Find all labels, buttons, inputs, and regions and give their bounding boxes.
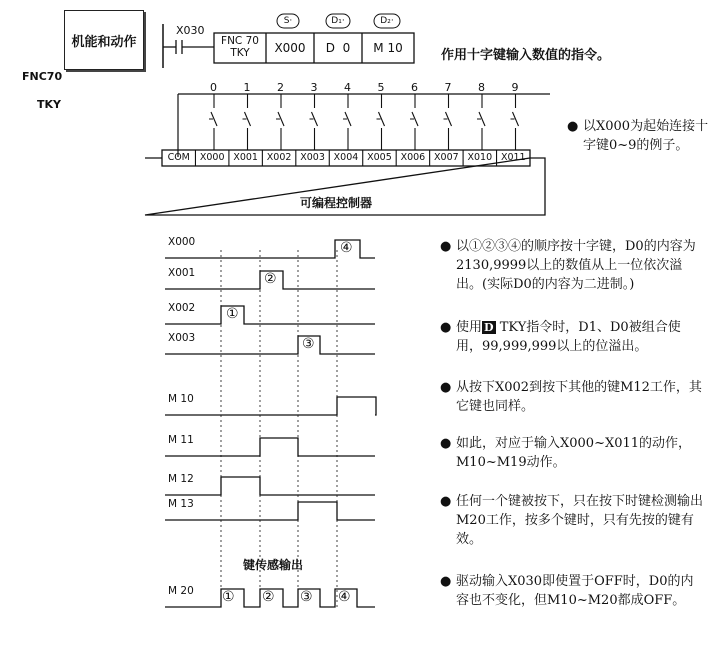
m20-mark: ②: [262, 589, 275, 605]
section-label: 机能和动作: [71, 35, 137, 50]
bullet-dot: ●: [440, 239, 452, 254]
controller-label: 可编程控制器: [300, 196, 373, 210]
m20-mark: ④: [338, 589, 351, 605]
operand-d2: M 10: [373, 41, 403, 55]
order-mark: ④: [340, 240, 353, 256]
note-item: [440, 318, 705, 356]
note-item: [440, 237, 705, 294]
order-mark: ①: [226, 306, 239, 322]
contact-label: X030: [176, 24, 205, 37]
key-digit-1: 1: [243, 81, 251, 94]
key-digit-2: 2: [277, 81, 284, 94]
side-label-fnc: FNC70: [22, 70, 63, 83]
note-text: 从按下X002到按下其他的键M12工作，其它键也同样。: [456, 380, 702, 414]
d-prefix-badge: D: [484, 321, 494, 334]
bullet-dot: ●: [567, 119, 579, 134]
key-digit-9: 9: [511, 81, 519, 94]
key-digit-6: 6: [411, 81, 418, 94]
waveform-m13: [165, 502, 375, 520]
terminal-x001: X001: [233, 152, 258, 163]
terminal-x003: X003: [300, 152, 325, 163]
signal-label-m13: M 13: [168, 498, 194, 510]
tag-s: S·: [283, 16, 293, 26]
key-digit-5: 5: [377, 81, 385, 94]
bullet-dot: ●: [440, 574, 452, 589]
bullet-dot: ●: [440, 494, 452, 509]
order-mark: ②: [264, 271, 277, 287]
note-item: [440, 378, 705, 416]
key-digit-8: 8: [478, 81, 485, 94]
signal-label-m11: M 11: [168, 434, 194, 446]
signal-label-x000: X000: [168, 236, 196, 248]
operand-d1: D 0: [325, 41, 351, 55]
waveform-m11: [165, 438, 375, 456]
terminal-x010: X010: [467, 152, 493, 163]
note-item: [440, 434, 705, 472]
note-text: 使用 D TKY指令时，D1、D0被组合使用，99,999,999以上的位溢出。: [456, 320, 681, 354]
terminal-x006: X006: [400, 152, 426, 163]
terminal-x007: X007: [434, 152, 459, 163]
instruction-mnemonic: TKY: [230, 47, 250, 59]
bullet-dot: ●: [440, 320, 452, 335]
tag-d1: D₁·: [331, 16, 345, 26]
keypad-note-text: 以X000为起始连接十字键0~9的例子。: [583, 119, 709, 153]
waveform-m12: [165, 477, 375, 495]
bullet-dot: ●: [440, 436, 452, 451]
waveform-m10: [165, 397, 376, 415]
side-label-tky: TKY: [37, 98, 61, 111]
operand-s: X000: [274, 41, 306, 55]
key-sense-label: 键传感输出: [243, 558, 304, 572]
terminal-x004: X004: [333, 152, 359, 163]
note-text: 驱动输入X030即使置于OFF时，D0的内容也不变化，但M10~M20都成OFF。: [456, 574, 694, 608]
m20-mark: ③: [300, 589, 313, 605]
note-item: [440, 492, 705, 549]
order-mark: ③: [302, 336, 315, 352]
note-text: 任何一个键被按下，只在按下时键检测输出M20工作，按多个键时，只有先按的键有效。: [456, 494, 704, 547]
signal-label-x003: X003: [168, 332, 196, 344]
m20-mark: ①: [222, 589, 235, 605]
terminal-x002: X002: [266, 152, 292, 163]
terminal-x005: X005: [367, 152, 392, 163]
terminal-com: COM: [167, 152, 190, 163]
key-digit-0: 0: [210, 81, 217, 94]
note-text: 如此，对应于输入X000~X011的动作，M10~M19动作。: [456, 436, 692, 470]
instruction-description: 作用十字键输入数值的指令。: [441, 48, 611, 63]
key-digit-3: 3: [310, 81, 318, 94]
signal-label-m20: M 20: [168, 585, 194, 597]
note-text: 以①②③④的顺序按十字键，D0的内容为2130,9999以上的数值从上一位依次溢出。(实际D0的内容为二进制。): [456, 239, 696, 292]
key-digit-4: 4: [344, 81, 351, 94]
signal-label-m10: M 10: [168, 393, 194, 405]
signal-label-m12: M 12: [168, 473, 194, 485]
terminal-x011: X011: [500, 152, 526, 163]
signal-label-x002: X002: [168, 302, 196, 314]
terminal-x000: X000: [199, 152, 225, 163]
waveform-x002: [165, 306, 375, 324]
note-item: [440, 572, 705, 610]
tag-d2: D₂·: [380, 16, 394, 26]
key-digit-7: 7: [444, 81, 452, 94]
signal-label-x001: X001: [168, 267, 196, 279]
bullet-dot: ●: [440, 380, 452, 395]
waveform-x003: [165, 336, 375, 354]
instruction-code: FNC 70: [221, 35, 259, 47]
